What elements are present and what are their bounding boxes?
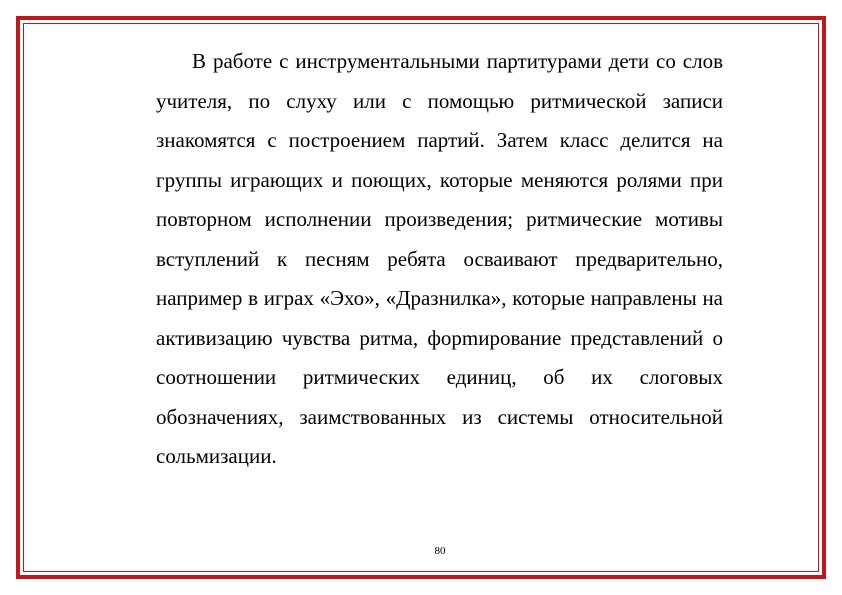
page-number: 80 bbox=[434, 545, 446, 557]
body-paragraph: В работе с инструментальными партитурами дети со слов учителя, по слуху или с помощью ритмической записи знакомятся с построением партий. Затем класс делится на группы играющих и поющих, которые меняются ролями при повторном исполнении произведения; ритмические мотивы вступлений к песням ребята осваивают предварительно, например в играх «Эхо», «Дразнилка», которые направлены на активизацию чувства ритма, форmирование представлений о соотношении ритмических единиц, об их слоговых обозначениях, заимствованных из системы относительной сольмизации. bbox=[156, 49, 723, 468]
